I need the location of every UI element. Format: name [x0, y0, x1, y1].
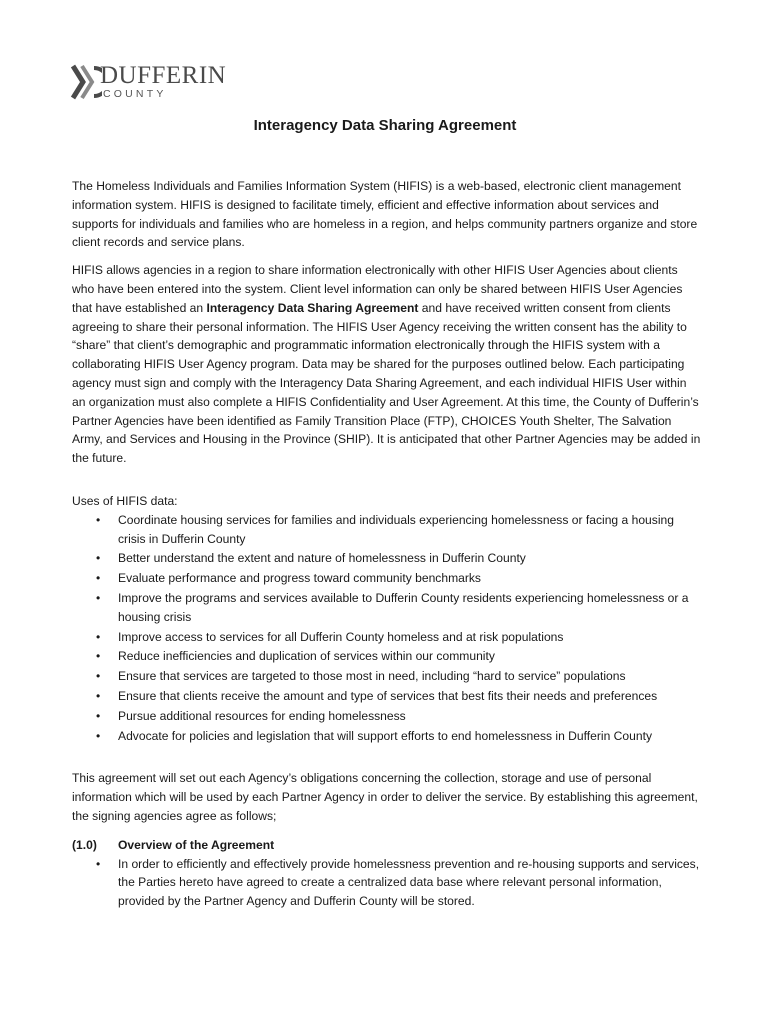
- uses-list: [72, 511, 702, 746]
- intro-paragraph: The Homeless Individuals and Families Information System (HIFIS) is a web-based, electronic client management information system. HIFIS is designed to facilitate timely, efficient and effective information about services and supports for individuals and families who are homeless in a region, and helps community partners organize and store client records and service plans.: [72, 179, 698, 250]
- list-item: [72, 628, 702, 647]
- list-item: [72, 511, 702, 549]
- bullet-icon: •: [96, 728, 101, 743]
- logo-subtitle: COUNTY: [103, 88, 167, 100]
- list-item: [72, 667, 702, 686]
- list-item: [72, 727, 702, 746]
- list-item-text: Evaluate performance and progress toward community benchmarks: [118, 571, 481, 586]
- list-item-text: In order to efficiently and effectively provide homelessness prevention and re-housing supports and services, the Parties hereto have agreed to create a centralized data base where relevant personal information, provided by the Partner Agency and Dufferin County will be stored.: [118, 856, 700, 909]
- bullet-icon: •: [96, 688, 101, 703]
- list-item: [72, 549, 702, 568]
- bullet-icon: •: [96, 669, 101, 684]
- list-item: [72, 687, 702, 706]
- list-item-text: Ensure that clients receive the amount and type of services that best fits their needs and preferences: [118, 688, 658, 703]
- dufferin-county-logo: [70, 62, 230, 104]
- list-item-text: Ensure that services are targeted to those most in need, including “hard to service” populations: [118, 669, 626, 684]
- logo-name: DUFFERIN: [100, 62, 227, 89]
- section-number: (1.0): [72, 837, 97, 852]
- list-item: [72, 647, 702, 666]
- agreement-paragraph: This agreement will set out each Agency’s obligations concerning the collection, storage and use of personal information which will be used by each Partner Agency in order to deliver the service. By establishing this agreement, the signing agencies agree as follows;: [72, 771, 698, 823]
- bullet-icon: •: [96, 571, 101, 586]
- list-item-text: Reduce inefficiencies and duplication of services within our community: [118, 649, 495, 664]
- sharing-paragraph-text-2: and have received written consent from clients agreeing to share their personal information. The HIFIS User Agency receiving the written consent has the ability to “share” that client’s demographic and programmatic information electronically through the HIFIS system with a collaborating HIFIS User Agency program. Data may be shared for the purposes outlined below. Each participating agency must sign and comply with the Interagency Data Sharing Agreement, and each individual HIFIS User within an organization must also complete a HIFIS Confidentiality and User Agreement. At this time, the County of Dufferin’s Partner Agencies have been identified as Family Transition Place (FTP), CHOICES Youth Shelter, The Salvation Army, and Services and Housing in the Province (SHIP). It is anticipated that other Partner Agencies may be added in the future.: [72, 300, 701, 466]
- list-item-text: Better understand the extent and nature of homelessness in Dufferin County: [118, 551, 526, 566]
- section-heading: [72, 836, 702, 855]
- bullet-icon: •: [96, 629, 101, 644]
- list-item: [72, 855, 702, 911]
- list-item: [72, 707, 702, 726]
- bullet-icon: •: [96, 551, 101, 566]
- uses-heading: Uses of HIFIS data:: [72, 493, 178, 508]
- sharing-paragraph-bold: Interagency Data Sharing Agreement: [206, 300, 419, 315]
- bullet-icon: •: [96, 708, 101, 723]
- list-item-text: Pursue additional resources for ending homelessness: [118, 708, 406, 723]
- logo-mark-icon: [70, 62, 102, 102]
- bullet-icon: •: [96, 856, 101, 871]
- list-item-text: Coordinate housing services for families and individuals experiencing homelessness or facing a housing crisis in Dufferin County: [118, 512, 674, 546]
- sharing-paragraph-text-1: HIFIS allows agencies in a region to share information electronically with other HIFIS User Agencies about clients who have been entered into the system. Client level information can only be shared between HIFIS User Agencies that have established an: [72, 263, 683, 315]
- sharing-paragraph: [72, 261, 702, 468]
- list-item: [72, 589, 702, 627]
- section-bullet-list: [72, 855, 702, 911]
- bullet-icon: •: [96, 649, 101, 664]
- list-item: [72, 569, 702, 588]
- bullet-icon: •: [96, 512, 101, 527]
- section-title: Overview of the Agreement: [118, 837, 275, 852]
- list-item-text: Improve access to services for all Dufferin County homeless and at risk populations: [118, 629, 564, 644]
- bullet-icon: •: [96, 590, 101, 605]
- document-title: Interagency Data Sharing Agreement: [253, 117, 517, 134]
- list-item-text: Improve the programs and services available to Dufferin County residents experiencing homelessness or a housing crisis: [118, 590, 689, 624]
- document-body: [72, 177, 702, 912]
- list-item-text: Advocate for policies and legislation that will support efforts to end homelessness in Dufferin County: [118, 728, 652, 743]
